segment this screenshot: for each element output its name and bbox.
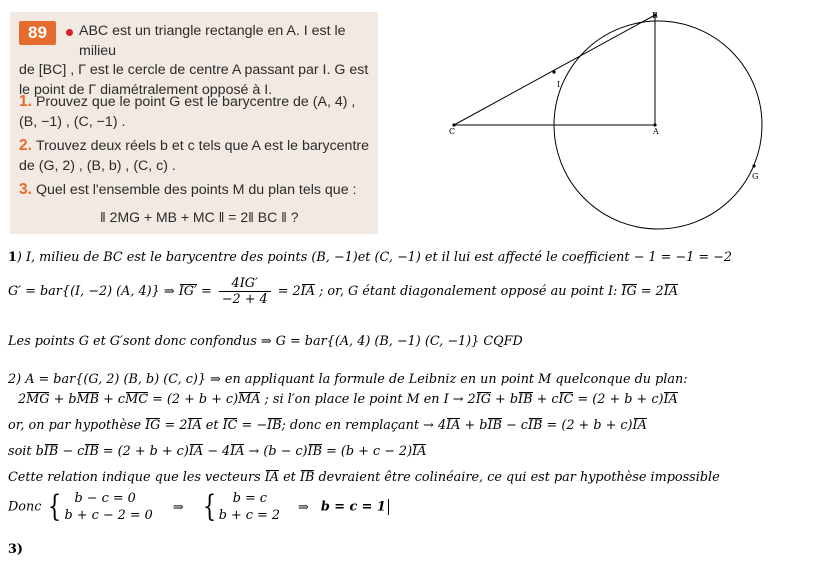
label-c: C xyxy=(449,127,456,136)
system-1 xyxy=(45,490,152,524)
fraction-numerator: 4IG′ xyxy=(219,276,271,292)
vector-ic-l5: IC xyxy=(558,392,574,407)
label-g: G xyxy=(752,172,759,181)
intro-line-3: le point de Γ diamétralement opposé à I. xyxy=(19,81,273,98)
l7-b: − c xyxy=(62,444,85,459)
question-3-line-1: Quel est l'ensemble des points M du plan tels que : xyxy=(35,182,357,198)
vector-ia-l6: IA xyxy=(187,418,202,433)
solution-line-1-text: ) I, milieu de BC est le barycentre des points (B, −1)et (C, −1) et il lui est affecté le coefficient − 1 = −1 = −2 xyxy=(16,250,732,265)
solution-line-2 xyxy=(8,276,678,307)
vector-ia-l7: IA xyxy=(188,444,204,459)
vector-ia-l5: IA xyxy=(663,392,678,407)
l5-e: ; si l′on place le point M en I → xyxy=(264,392,464,407)
vector-ia-2: IA xyxy=(663,284,678,299)
brace-icon: { xyxy=(48,489,62,524)
l2-a: G′ = bar{(I, −2) (A, 4)} ⇒ xyxy=(8,284,175,299)
question-2 xyxy=(19,136,375,176)
vector-ia: IA xyxy=(300,284,315,299)
vector-ia-l7c: IA xyxy=(412,444,427,459)
l6-h: − c xyxy=(506,418,528,433)
point-i xyxy=(552,70,555,73)
l6-d: = − xyxy=(241,418,268,433)
l5-f: 2 xyxy=(467,392,476,407)
vector-ig-l6: IG xyxy=(145,418,161,433)
fraction xyxy=(219,276,271,307)
vector-ig-prime: IG′ xyxy=(178,284,197,299)
l7-a: soit b xyxy=(8,444,44,459)
text-cursor xyxy=(388,499,389,515)
l5-g: + b xyxy=(495,392,519,407)
l6-i: = (2 + b + c) xyxy=(546,418,633,433)
vector-mb: MB xyxy=(76,392,100,407)
l5-h: + c xyxy=(536,392,559,407)
l7-c: = (2 + b + c) xyxy=(102,444,189,459)
l7-d: − 4 xyxy=(207,444,231,459)
part-1-number: 1 xyxy=(8,250,17,265)
l5-d: = (2 + b + c) xyxy=(152,392,239,407)
donc-label: Donc xyxy=(8,499,42,515)
l5-i: = (2 + b + c) xyxy=(577,392,664,407)
l2-c: ; or, G étant diagonalement opposé au point I: xyxy=(319,284,618,299)
vector-ib-l8: IB xyxy=(299,470,315,485)
exercise-number: 89 xyxy=(19,21,56,45)
vector-ib-l6b: IB xyxy=(487,418,502,433)
question-1-line-2: (B, −1) , (C, −1) . xyxy=(19,113,126,130)
l5-b: + b xyxy=(53,392,77,407)
fraction-denominator: −2 + 4 xyxy=(221,292,268,307)
question-2-line-1: Trouvez deux réels b et c tels que A est le barycentre xyxy=(35,138,369,154)
question-1 xyxy=(19,92,375,132)
l2-eq: = xyxy=(200,284,212,299)
l2-b: = 2 xyxy=(277,284,301,299)
vector-ib-l7c: IB xyxy=(307,444,322,459)
question-1-line-1: Prouvez que le point G est le barycentre de (A, 4) , xyxy=(35,94,356,110)
vector-ib-l6c: IB xyxy=(527,418,543,433)
vector-ib-l5: IB xyxy=(518,392,533,407)
solution-line-3: Les points G et G′sont donc confondus ⇒ G = bar{(A, 4) (B, −1) (C, −1)} CQFD xyxy=(8,334,523,349)
vector-ib-l7b: IB xyxy=(84,444,99,459)
implies-arrow-1: ⇒ xyxy=(172,499,184,515)
solution-line-5 xyxy=(18,392,678,407)
l6-a: or, on par hypothèse xyxy=(8,418,142,433)
vector-ia-l8: IA xyxy=(264,470,280,485)
question-1-number: 1. xyxy=(19,93,32,110)
solution-line-8 xyxy=(8,470,720,485)
label-i: I xyxy=(557,80,561,89)
solution-line-10 xyxy=(8,542,23,557)
l8-a: Cette relation indique que les vecteurs xyxy=(8,470,261,485)
solution-line-7 xyxy=(8,444,426,459)
l8-b: et xyxy=(283,470,296,485)
l5-c: + c xyxy=(103,392,126,407)
implies-arrow-2: ⇒ xyxy=(298,499,309,515)
vector-ma: MA xyxy=(238,392,261,407)
vector-ia-l6c: IA xyxy=(632,418,647,433)
solution-line-6 xyxy=(8,418,647,433)
system-1-eq-1: b − c = 0 xyxy=(74,491,136,506)
vector-ia-l6b: IA xyxy=(446,418,461,433)
question-3 xyxy=(19,180,375,201)
l8-c: devraient être colinéaire, ce qui est par hypothèse impossible xyxy=(318,470,720,485)
vector-ic-l6: IC xyxy=(222,418,238,433)
vector-ib-l6: IB xyxy=(267,418,282,433)
label-b: B xyxy=(652,11,658,20)
system-2 xyxy=(200,490,280,524)
label-a: A xyxy=(653,127,659,136)
l6-b: = 2 xyxy=(164,418,188,433)
vector-ig-l5: IG xyxy=(475,392,491,407)
geometry-figure xyxy=(440,0,770,240)
solution-line-1 xyxy=(8,250,732,265)
l6-g: + b xyxy=(464,418,488,433)
brace-icon-2: { xyxy=(202,489,216,524)
vector-ib-l7: IB xyxy=(43,444,59,459)
question-2-line-2: de (G, 2) , (B, b) , (C, c) . xyxy=(19,157,176,174)
l2-d: = 2 xyxy=(640,284,664,299)
system-2-eq-1: b = c xyxy=(232,491,267,506)
question-3-number: 3. xyxy=(19,181,32,198)
l6-f: 4 xyxy=(437,418,447,433)
part-3-number: 3) xyxy=(8,542,23,557)
exercise-intro xyxy=(19,22,375,100)
point-g xyxy=(752,164,755,167)
question-2-number: 2. xyxy=(19,137,32,154)
vector-ia-l7b: IA xyxy=(230,444,245,459)
vector-ig: IG xyxy=(621,284,637,299)
l7-f: = (b + c − 2) xyxy=(326,444,413,459)
exercise-box xyxy=(10,12,378,234)
solution-line-4: 2) A = bar{(G, 2) (B, b) (C, c)} ⇒ en appliquant la formule de Leibniz en un point M quelconque du plan: xyxy=(8,372,688,387)
system-2-eq-2: b + c = 2 xyxy=(218,508,280,523)
intro-line-1: ABC est un triangle rectangle en A. I est le milieu xyxy=(79,23,346,59)
solution-line-9 xyxy=(8,490,389,524)
vector-mg: MG xyxy=(26,392,50,407)
l7-e: → (b − c) xyxy=(248,444,308,459)
l5-a: 2 xyxy=(18,392,27,407)
final-result: b = c = 1 xyxy=(320,499,386,515)
vector-mc: MC xyxy=(125,392,149,407)
question-3-formula: ‖ 2MG + MB + MC ‖ = 2‖ BC ‖ ? xyxy=(100,209,299,225)
segment-cb xyxy=(454,15,655,125)
intro-line-2: de [BC] , Γ est le cercle de centre A passant par I. G est xyxy=(19,62,369,78)
l6-c: et xyxy=(205,418,219,433)
system-1-eq-2: b + c − 2 = 0 xyxy=(64,508,153,523)
l6-e: ; donc en remplaçant → xyxy=(281,418,434,433)
